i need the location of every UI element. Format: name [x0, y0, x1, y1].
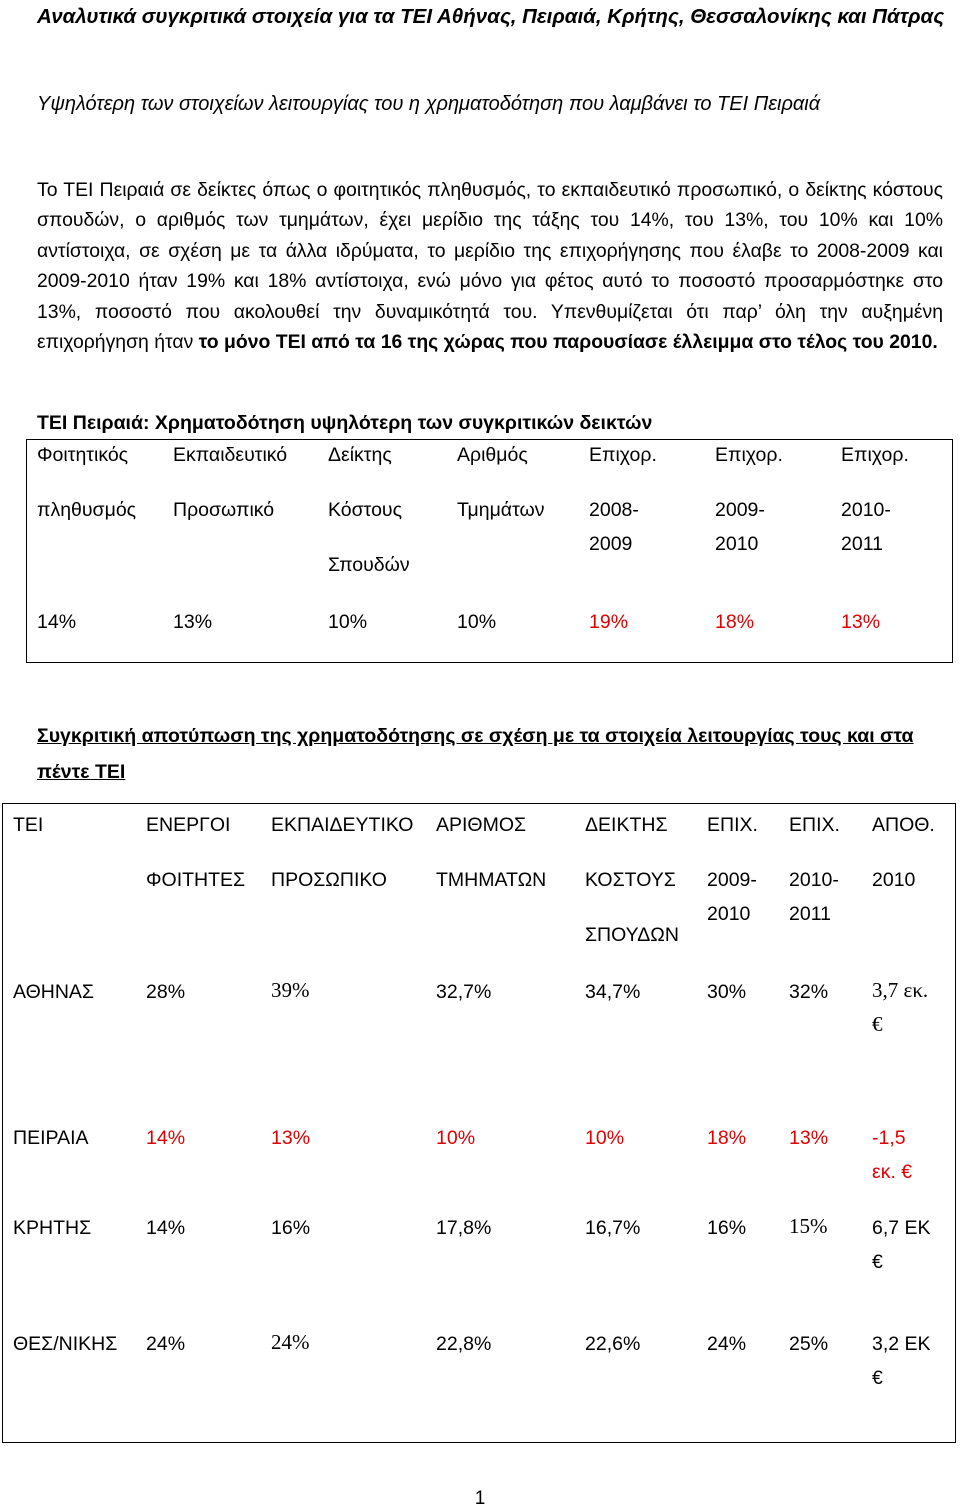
table1-header-cell: Φοιτητικός	[37, 444, 129, 466]
table2-cell: 16,7%	[585, 1217, 641, 1239]
table1-header-cell: 2010-	[841, 499, 891, 521]
table2-header-cell: ΕΚΠΑΙΔΕΥΤΙΚΟ	[271, 814, 414, 836]
table1-value-cell: 10%	[328, 611, 368, 633]
table1-header-cell: 2010	[715, 533, 759, 555]
table1-value-cell: 13%	[841, 611, 881, 633]
table2-header-cell: 2009-	[707, 869, 757, 891]
table2-header-cell: 2010	[707, 903, 751, 925]
paragraph-text: Το ΤΕΙ Πειραιά σε δείκτες όπως ο φοιτητικός πληθυσμός, το εκπαιδευτικό προσωπικό, ο δείκτης κόστους σπουδών, ο αριθμός των τμημάτων, έχει μερίδιο της τάξης του 14%, του 13%, του 10% και 10% αντίστοιχα, σε σχέση με τα άλλα ιδρύματα, το μερίδιο της επιχορήγησης που έλαβε το 2008-2009 και 2009-2010 ήταν 19% και 18% αντίστοιχα, ενώ μόνο για φέτος αυτό το ποσοστό προσαρμόστηκε στο 13%, ποσοστό που ακολουθεί την δυναμικότητά του. Υπενθυμίζεται ότι παρ’ όλη την αυξημένη επιχορήγηση ήταν	[37, 179, 943, 354]
table2-header-cell: 2010	[872, 869, 916, 891]
table2-cell: 28%	[146, 981, 186, 1003]
table2-header-cell: 2011	[789, 903, 831, 925]
table2-cell: 24%	[146, 1333, 186, 1355]
table1-header-cell: Εκπαιδευτικό	[173, 444, 288, 466]
table2-header-cell: ΕΝΕΡΓΟΙ	[146, 814, 231, 836]
table2-header-cell: ΠΡΟΣΩΠΙΚΟ	[271, 869, 387, 891]
table2-cell: 25%	[789, 1333, 829, 1355]
table2-cell: €	[872, 1012, 883, 1036]
table2-cell: 14%	[146, 1217, 186, 1239]
table1-header-cell: Επιχορ.	[715, 444, 783, 466]
table2-header-cell: ΑΠΟΘ.	[872, 814, 935, 836]
table2-header-cell: 2010-	[789, 869, 839, 891]
document-subtitle: Υψηλότερη των στοιχείων λειτουργίας του η χρηματοδότηση που λαμβάνει το ΤΕΙ Πειραιά	[37, 93, 821, 115]
table2-cell: 15%	[789, 1214, 828, 1238]
table2-header-cell: ΕΠΙΧ.	[707, 814, 758, 836]
table1-value-cell: 13%	[173, 611, 213, 633]
table1-header-cell: Επιχορ.	[841, 444, 909, 466]
table1-header-cell: 2011	[841, 533, 883, 555]
table1-heading: ΤΕΙ Πειραιά: Χρηματοδότηση υψηλότερη των συγκριτικών δεικτών	[37, 412, 653, 434]
table2-cell: -1,5	[872, 1127, 906, 1149]
table2-cell: €	[872, 1367, 883, 1389]
table2-header-cell: ΔΕΙΚΤΗΣ	[585, 814, 668, 836]
table2-cell: 13%	[271, 1127, 311, 1149]
table1-header-cell: Επιχορ.	[589, 444, 657, 466]
table2-cell: 30%	[707, 981, 747, 1003]
table2-row-name: ΘΕΣ/ΝΙΚΗΣ	[13, 1333, 118, 1355]
table2-row-name: ΚΡΗΤΗΣ	[13, 1217, 92, 1239]
intro-paragraph	[37, 175, 943, 357]
table1-value-cell: 14%	[37, 611, 77, 633]
table1-header-cell: 2008-	[589, 499, 639, 521]
table2-cell: 24%	[707, 1333, 747, 1355]
page-number: 1	[474, 1488, 486, 1509]
table2-cell: 32%	[789, 981, 829, 1003]
paragraph-emphasis: το μόνο ΤΕΙ από τα 16 της χώρας που παρουσίασε έλλειμμα στο τέλος του 2010.	[198, 331, 938, 354]
table1-header-cell: Προσωπικό	[173, 499, 275, 521]
table2-header-cell: ΣΠΟΥΔΩΝ	[585, 924, 679, 946]
table2-header-cell: ΕΠΙΧ.	[789, 814, 840, 836]
table2-cell: 17,8%	[436, 1217, 492, 1239]
table2-header-cell: ΚΟΣΤΟΥΣ	[585, 869, 676, 891]
table2-header-cell: ΦΟΙΤΗΤΕΣ	[146, 869, 246, 891]
table2-cell: 32,7%	[436, 981, 492, 1003]
table1-value-cell: 19%	[589, 611, 629, 633]
table2-row-name: ΑΘΗΝΑΣ	[13, 981, 94, 1003]
table2-cell: 13%	[789, 1127, 829, 1149]
table1-value-cell: 10%	[457, 611, 497, 633]
table1-header-cell: Αριθμός	[457, 444, 528, 466]
table2-cell: 10%	[436, 1127, 476, 1149]
table2-cell: €	[872, 1251, 883, 1273]
table1-header-cell: 2009-	[715, 499, 765, 521]
table1-header-cell: Τμημάτων	[457, 499, 545, 521]
table2-cell: 3,7 εκ.	[872, 978, 929, 1002]
table2-cell: 16%	[271, 1217, 311, 1239]
table2-heading: Συγκριτική αποτύπωση της χρηματοδότησης σε σχέση με τα στοιχεία λειτουργίας τους και στα πέντε ΤΕΙ	[37, 725, 914, 783]
table2-cell: 6,7 ΕΚ	[872, 1217, 931, 1239]
table2-cell: 10%	[585, 1127, 625, 1149]
table2-header-cell: ΑΡΙΘΜΟΣ	[436, 814, 527, 836]
table1-header-cell: 2009	[589, 533, 633, 555]
table2-cell: 14%	[146, 1127, 186, 1149]
document-title: Αναλυτικά συγκριτικά στοιχεία για τα ΤΕΙ Αθήνας, Πειραιά, Κρήτης, Θεσσαλονίκης και Πάτρας	[37, 5, 945, 28]
table1-header-cell: Δείκτης	[328, 444, 392, 466]
table2-header-cell: ΤΕΙ	[13, 814, 44, 836]
table1-value-cell: 18%	[715, 611, 755, 633]
table1-header-cell: Κόστους	[328, 499, 402, 521]
table2-cell: 22,8%	[436, 1333, 492, 1355]
table2-header-cell: ΤΜΗΜΑΤΩΝ	[436, 869, 547, 891]
table2-row-name: ΠΕΙΡΑΙΑ	[13, 1127, 89, 1149]
table2-cell: εκ. €	[872, 1161, 913, 1183]
table1-header-cell: Σπουδών	[328, 554, 410, 576]
table2-cell: 18%	[707, 1127, 747, 1149]
table2-cell: 34,7%	[585, 981, 641, 1003]
table2-cell: 3,2 ΕΚ	[872, 1333, 931, 1355]
table2-cell: 39%	[271, 978, 310, 1002]
table2-cell: 24%	[271, 1330, 310, 1354]
table2-cell: 16%	[707, 1217, 747, 1239]
table2-cell: 22,6%	[585, 1333, 641, 1355]
table1-header-cell: πληθυσμός	[37, 499, 137, 521]
